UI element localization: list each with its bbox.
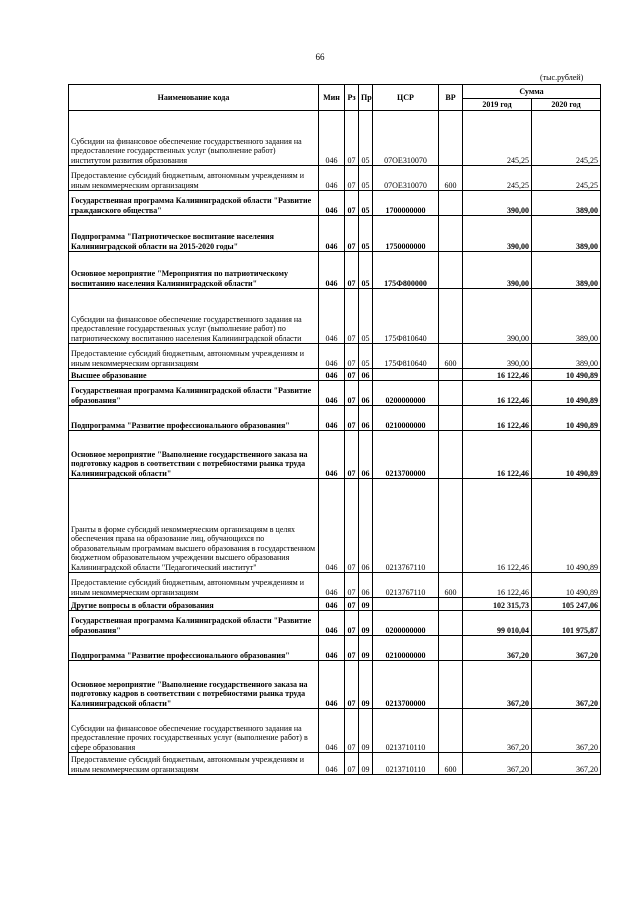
cell-name: Основное мероприятие "Выполнение государственного заказа на подготовку кадров в соответствии с потребностями рынка труда Калининградской области" (69, 661, 319, 709)
cell-2020: 10 490,89 (532, 431, 601, 479)
cell-rz: 07 (345, 573, 359, 598)
cell-vr: 600 (439, 344, 463, 369)
cell-vr (439, 406, 463, 431)
cell-2019: 367,20 (463, 636, 532, 661)
cell-name: Государственная программа Калининградской области "Развитие образования" (69, 611, 319, 636)
cell-min: 046 (319, 191, 345, 216)
table-row (69, 709, 601, 753)
cell-pr: 06 (359, 479, 373, 573)
cell-2019: 16 122,46 (463, 381, 532, 406)
cell-vr (439, 479, 463, 573)
table-row (69, 344, 601, 369)
cell-csr: 0200000000 (373, 611, 439, 636)
cell-min: 046 (319, 216, 345, 252)
cell-name: Субсидии на финансовое обеспечение государственного задания на предоставление государственных услуг (выполнение работ) институтом развития образования (69, 111, 319, 166)
cell-name: Предоставление субсидий бюджетным, автономным учреждениям и иным некоммерческим организациям (69, 753, 319, 775)
table-row (69, 369, 601, 381)
cell-min: 046 (319, 709, 345, 753)
cell-2020: 101 975,87 (532, 611, 601, 636)
budget-table (68, 84, 601, 775)
table-row (69, 406, 601, 431)
cell-name: Субсидии на финансовое обеспечение государственного задания на предоставление прочих государственных услуг (выполнение работ) в сфере образования (69, 709, 319, 753)
cell-min: 046 (319, 661, 345, 709)
header-2020: 2020 год (532, 99, 601, 111)
cell-2019: 102 315,73 (463, 598, 532, 611)
cell-name: Подпрограмма "Развитие профессионального образования" (69, 406, 319, 431)
cell-csr: 07ОЕ310070 (373, 166, 439, 191)
cell-name: Высшее образование (69, 369, 319, 381)
cell-pr: 05 (359, 191, 373, 216)
cell-2019: 390,00 (463, 344, 532, 369)
cell-pr: 09 (359, 598, 373, 611)
cell-vr (439, 289, 463, 344)
cell-2020: 10 490,89 (532, 369, 601, 381)
cell-rz: 07 (345, 479, 359, 573)
cell-csr: 1750000000 (373, 216, 439, 252)
cell-pr: 05 (359, 111, 373, 166)
cell-2019: 390,00 (463, 216, 532, 252)
cell-min: 046 (319, 369, 345, 381)
cell-pr: 09 (359, 661, 373, 709)
cell-2019: 245,25 (463, 166, 532, 191)
table-row (69, 598, 601, 611)
table-row (69, 111, 601, 166)
cell-2019: 16 122,46 (463, 369, 532, 381)
table-row (69, 216, 601, 252)
cell-name: Основное мероприятие "Мероприятия по патриотическому воспитанию населения Калининградской области" (69, 252, 319, 289)
cell-rz: 07 (345, 216, 359, 252)
cell-2020: 389,00 (532, 191, 601, 216)
cell-rz: 07 (345, 598, 359, 611)
cell-min: 046 (319, 289, 345, 344)
table-row (69, 611, 601, 636)
cell-2020: 367,20 (532, 753, 601, 775)
header-name: Наименование кода (69, 85, 319, 111)
cell-csr: 1700000000 (373, 191, 439, 216)
cell-rz: 07 (345, 636, 359, 661)
cell-rz: 07 (345, 753, 359, 775)
cell-csr: 0210000000 (373, 636, 439, 661)
cell-2019: 390,00 (463, 191, 532, 216)
cell-pr: 06 (359, 381, 373, 406)
table-row (69, 289, 601, 344)
cell-pr: 09 (359, 709, 373, 753)
cell-pr: 06 (359, 573, 373, 598)
cell-vr (439, 216, 463, 252)
table-row (69, 252, 601, 289)
cell-min: 046 (319, 573, 345, 598)
cell-2020: 10 490,89 (532, 381, 601, 406)
cell-rz: 07 (345, 611, 359, 636)
header-pr: Пр (359, 85, 373, 111)
cell-2020: 105 247,06 (532, 598, 601, 611)
cell-rz: 07 (345, 431, 359, 479)
cell-rz: 07 (345, 661, 359, 709)
cell-csr: 0213700000 (373, 431, 439, 479)
cell-name: Государственная программа Калининградской области "Развитие образования" (69, 381, 319, 406)
table-row (69, 661, 601, 709)
cell-2020: 389,00 (532, 216, 601, 252)
cell-2020: 367,20 (532, 636, 601, 661)
cell-2019: 16 122,46 (463, 406, 532, 431)
cell-csr: 0213700000 (373, 661, 439, 709)
cell-2019: 390,00 (463, 252, 532, 289)
cell-csr: 175Ф800000 (373, 252, 439, 289)
cell-csr: 0213767110 (373, 479, 439, 573)
table-row (69, 381, 601, 406)
cell-pr: 05 (359, 289, 373, 344)
cell-rz: 07 (345, 369, 359, 381)
cell-min: 046 (319, 252, 345, 289)
cell-rz: 07 (345, 289, 359, 344)
table-row (69, 479, 601, 573)
page-number: 66 (315, 52, 325, 62)
cell-name: Субсидии на финансовое обеспечение государственного задания на предоставление государственных услуг (выполнение работ) по патриотическому воспитанию населения Калининградской области (69, 289, 319, 344)
cell-csr: 0213710110 (373, 753, 439, 775)
cell-vr (439, 431, 463, 479)
header-sum: Сумма (463, 85, 601, 99)
cell-rz: 07 (345, 191, 359, 216)
cell-vr: 600 (439, 573, 463, 598)
cell-2019: 367,20 (463, 709, 532, 753)
cell-2020: 245,25 (532, 111, 601, 166)
cell-min: 046 (319, 431, 345, 479)
table-row (69, 191, 601, 216)
cell-name: Предоставление субсидий бюджетным, автономным учреждениям и иным некоммерческим организациям (69, 344, 319, 369)
header-rz: Рз (345, 85, 359, 111)
cell-min: 046 (319, 381, 345, 406)
cell-rz: 07 (345, 344, 359, 369)
cell-name: Предоставление субсидий бюджетным, автономным учреждениям и иным некоммерческим организациям (69, 166, 319, 191)
cell-rz: 07 (345, 252, 359, 289)
cell-rz: 07 (345, 166, 359, 191)
header-2019: 2019 год (463, 99, 532, 111)
cell-name: Подпрограмма "Развитие профессионального образования" (69, 636, 319, 661)
cell-csr (373, 598, 439, 611)
cell-vr (439, 598, 463, 611)
cell-vr (439, 636, 463, 661)
cell-name: Основное мероприятие "Выполнение государственного заказа на подготовку кадров в соответствии с потребностями рынка труда Калининградской области" (69, 431, 319, 479)
cell-vr: 600 (439, 166, 463, 191)
table-row (69, 431, 601, 479)
cell-2019: 367,20 (463, 753, 532, 775)
cell-2019: 16 122,46 (463, 479, 532, 573)
cell-2020: 10 490,89 (532, 406, 601, 431)
cell-csr: 0200000000 (373, 381, 439, 406)
cell-vr (439, 191, 463, 216)
cell-2019: 245,25 (463, 111, 532, 166)
table-row (69, 573, 601, 598)
cell-min: 046 (319, 598, 345, 611)
table-row (69, 636, 601, 661)
cell-csr (373, 369, 439, 381)
cell-2020: 389,00 (532, 252, 601, 289)
cell-csr: 0213767110 (373, 573, 439, 598)
cell-pr: 06 (359, 406, 373, 431)
cell-rz: 07 (345, 709, 359, 753)
cell-vr (439, 111, 463, 166)
cell-name: Государственная программа Калининградской области "Развитие гражданского общества" (69, 191, 319, 216)
cell-min: 046 (319, 611, 345, 636)
header-min: Мин (319, 85, 345, 111)
cell-2019: 367,20 (463, 661, 532, 709)
cell-2019: 16 122,46 (463, 431, 532, 479)
cell-2020: 389,00 (532, 344, 601, 369)
cell-2020: 10 490,89 (532, 479, 601, 573)
cell-vr (439, 369, 463, 381)
header-vr: ВР (439, 85, 463, 111)
units-label: (тыс.рублей) (540, 73, 584, 82)
cell-min: 046 (319, 166, 345, 191)
cell-pr: 09 (359, 753, 373, 775)
cell-min: 046 (319, 344, 345, 369)
cell-name: Другие вопросы в области образования (69, 598, 319, 611)
cell-pr: 09 (359, 636, 373, 661)
cell-2019: 99 010,04 (463, 611, 532, 636)
cell-2020: 389,00 (532, 289, 601, 344)
cell-vr (439, 611, 463, 636)
table-row (69, 166, 601, 191)
cell-csr: 0210000000 (373, 406, 439, 431)
cell-pr: 05 (359, 166, 373, 191)
cell-vr (439, 252, 463, 289)
cell-min: 046 (319, 479, 345, 573)
cell-csr: 175Ф810640 (373, 289, 439, 344)
cell-vr (439, 709, 463, 753)
cell-min: 046 (319, 636, 345, 661)
cell-pr: 09 (359, 611, 373, 636)
cell-pr: 05 (359, 216, 373, 252)
cell-min: 046 (319, 406, 345, 431)
cell-2020: 367,20 (532, 709, 601, 753)
cell-vr: 600 (439, 753, 463, 775)
cell-vr (439, 661, 463, 709)
cell-rz: 07 (345, 381, 359, 406)
cell-min: 046 (319, 111, 345, 166)
cell-csr: 175Ф810640 (373, 344, 439, 369)
cell-name: Гранты в форме субсидий некоммерческим организациям в целях обеспечения права на образование лиц, обучающихся по образовательным программам высшего образования в государственном бюджетном образовательном учреждении высшего образования Калининградской области "Педагогический институт" (69, 479, 319, 573)
cell-2020: 367,20 (532, 661, 601, 709)
cell-pr: 06 (359, 369, 373, 381)
header-csr: ЦСР (373, 85, 439, 111)
table-row (69, 753, 601, 775)
cell-min: 046 (319, 753, 345, 775)
cell-name: Подпрограмма "Патриотическое воспитание населения Калининградской области на 2015-2020 годы" (69, 216, 319, 252)
cell-pr: 05 (359, 344, 373, 369)
cell-2019: 16 122,46 (463, 573, 532, 598)
cell-pr: 06 (359, 431, 373, 479)
cell-2019: 390,00 (463, 289, 532, 344)
cell-rz: 07 (345, 111, 359, 166)
cell-pr: 05 (359, 252, 373, 289)
cell-rz: 07 (345, 406, 359, 431)
cell-2020: 245,25 (532, 166, 601, 191)
cell-csr: 0213710110 (373, 709, 439, 753)
cell-vr (439, 381, 463, 406)
cell-2020: 10 490,89 (532, 573, 601, 598)
cell-csr: 07ОЕ310070 (373, 111, 439, 166)
cell-name: Предоставление субсидий бюджетным, автономным учреждениям и иным некоммерческим организациям (69, 573, 319, 598)
